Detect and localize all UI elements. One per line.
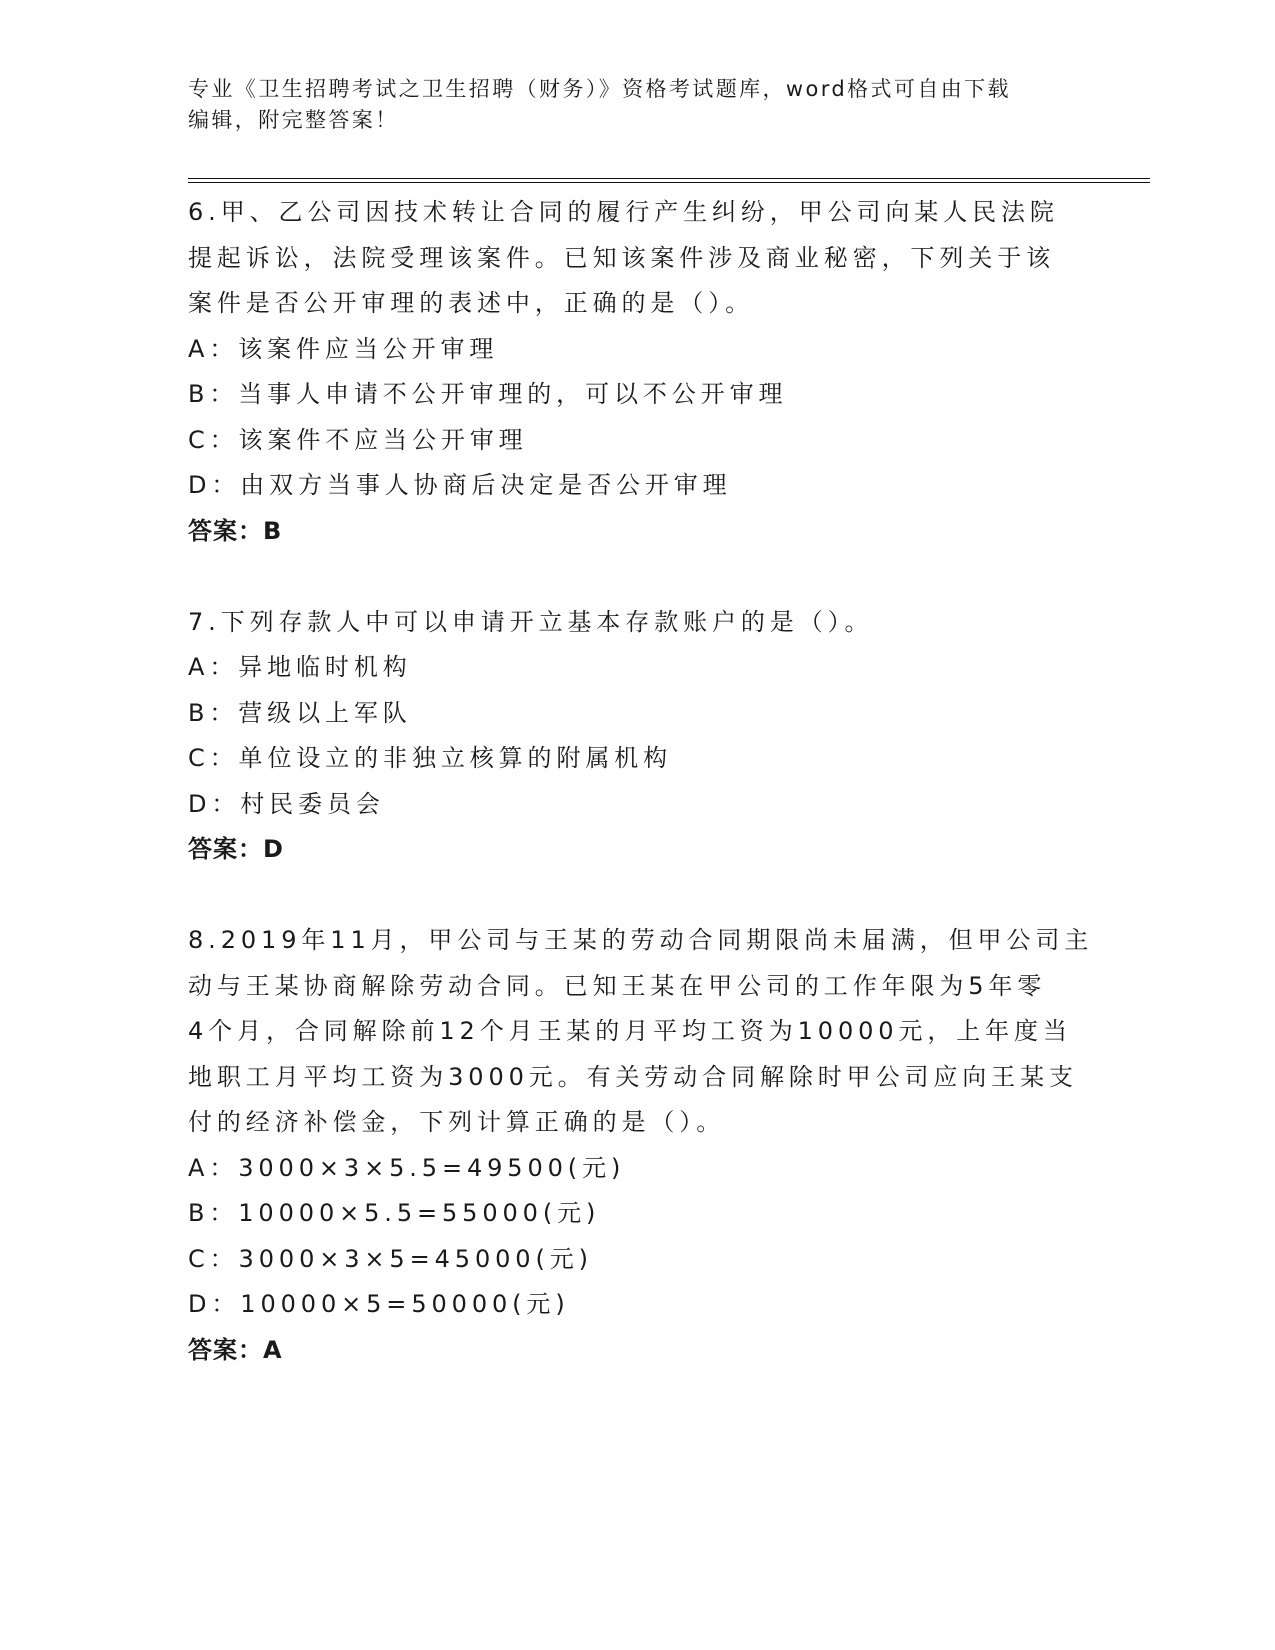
question-8-stem-line-5: 付的经济补偿金，下列计算正确的是（）。 (188, 1108, 726, 1136)
question-6-option-c: C：该案件不应当公开审理 (188, 425, 528, 454)
question-6-answer: 答案：B (188, 516, 283, 545)
header-divider-top (188, 178, 1150, 179)
question-6-option-d: D：由双方当事人协商后决定是否公开审理 (188, 471, 732, 499)
question-8-stem-line-3: 4个月，合同解除前12个月王某的月平均工资为10000元，上年度当 (188, 1017, 1072, 1045)
question-list (188, 190, 1094, 1373)
question-8-stem-line-2: 动与王某协商解除劳动合同。已知王某在甲公司的工作年限为5年零 (188, 971, 1047, 1000)
page-header (188, 74, 1068, 136)
header-line-2: 编辑，附完整答案！ (188, 108, 399, 132)
question-8-option-d: D：10000×5=50000(元) (188, 1290, 570, 1318)
question-7-option-a: A：异地临时机构 (188, 653, 412, 681)
question-6-option-a: A：该案件应当公开审理 (188, 334, 499, 363)
question-6 (188, 190, 1088, 554)
question-8-stem-line-4: 地职工月平均工资为3000元。有关劳动合同解除时甲公司应向王某支 (188, 1062, 1078, 1091)
question-6-stem-line-3: 案件是否公开审理的表述中，正确的是（）。 (188, 289, 754, 317)
question-spacer (188, 873, 1088, 919)
question-7 (188, 600, 1088, 873)
question-7-option-d: D：村民委员会 (188, 789, 385, 818)
question-6-option-b: B：当事人申请不公开审理的，可以不公开审理 (188, 380, 788, 408)
question-7-stem-line-1: 7.下列存款人中可以申请开立基本存款账户的是（）。 (188, 607, 874, 636)
header-divider-bottom (188, 182, 1150, 183)
question-7-option-c: C：单位设立的非独立核算的附属机构 (188, 744, 673, 772)
question-8-option-a: A：3000×3×5.5=49500(元) (188, 1153, 626, 1182)
question-7-option-b: B：营级以上军队 (188, 698, 412, 727)
question-8-stem-line-1: 8.2019年11月，甲公司与王某的劳动合同期限尚未届满，但甲公司主 (188, 926, 1094, 954)
header-line-1: 专业《卫生招聘考试之卫生招聘（财务）》资格考试题库，word格式可自由下载 (188, 77, 1011, 101)
question-8-option-b: B：10000×5.5=55000(元) (188, 1199, 601, 1227)
question-6-stem-line-2: 提起诉讼，法院受理该案件。已知该案件涉及商业秘密，下列关于该 (188, 243, 1055, 272)
question-6-stem-line-1: 6.甲、乙公司因技术转让合同的履行产生纠纷，甲公司向某人民法院 (188, 198, 1059, 226)
question-8-answer: 答案：A (188, 1335, 283, 1364)
question-spacer (188, 554, 1088, 600)
question-8-option-c: C：3000×3×5=45000(元) (188, 1244, 593, 1273)
question-7-answer: 答案：D (188, 835, 284, 863)
question-8 (188, 918, 1094, 1373)
